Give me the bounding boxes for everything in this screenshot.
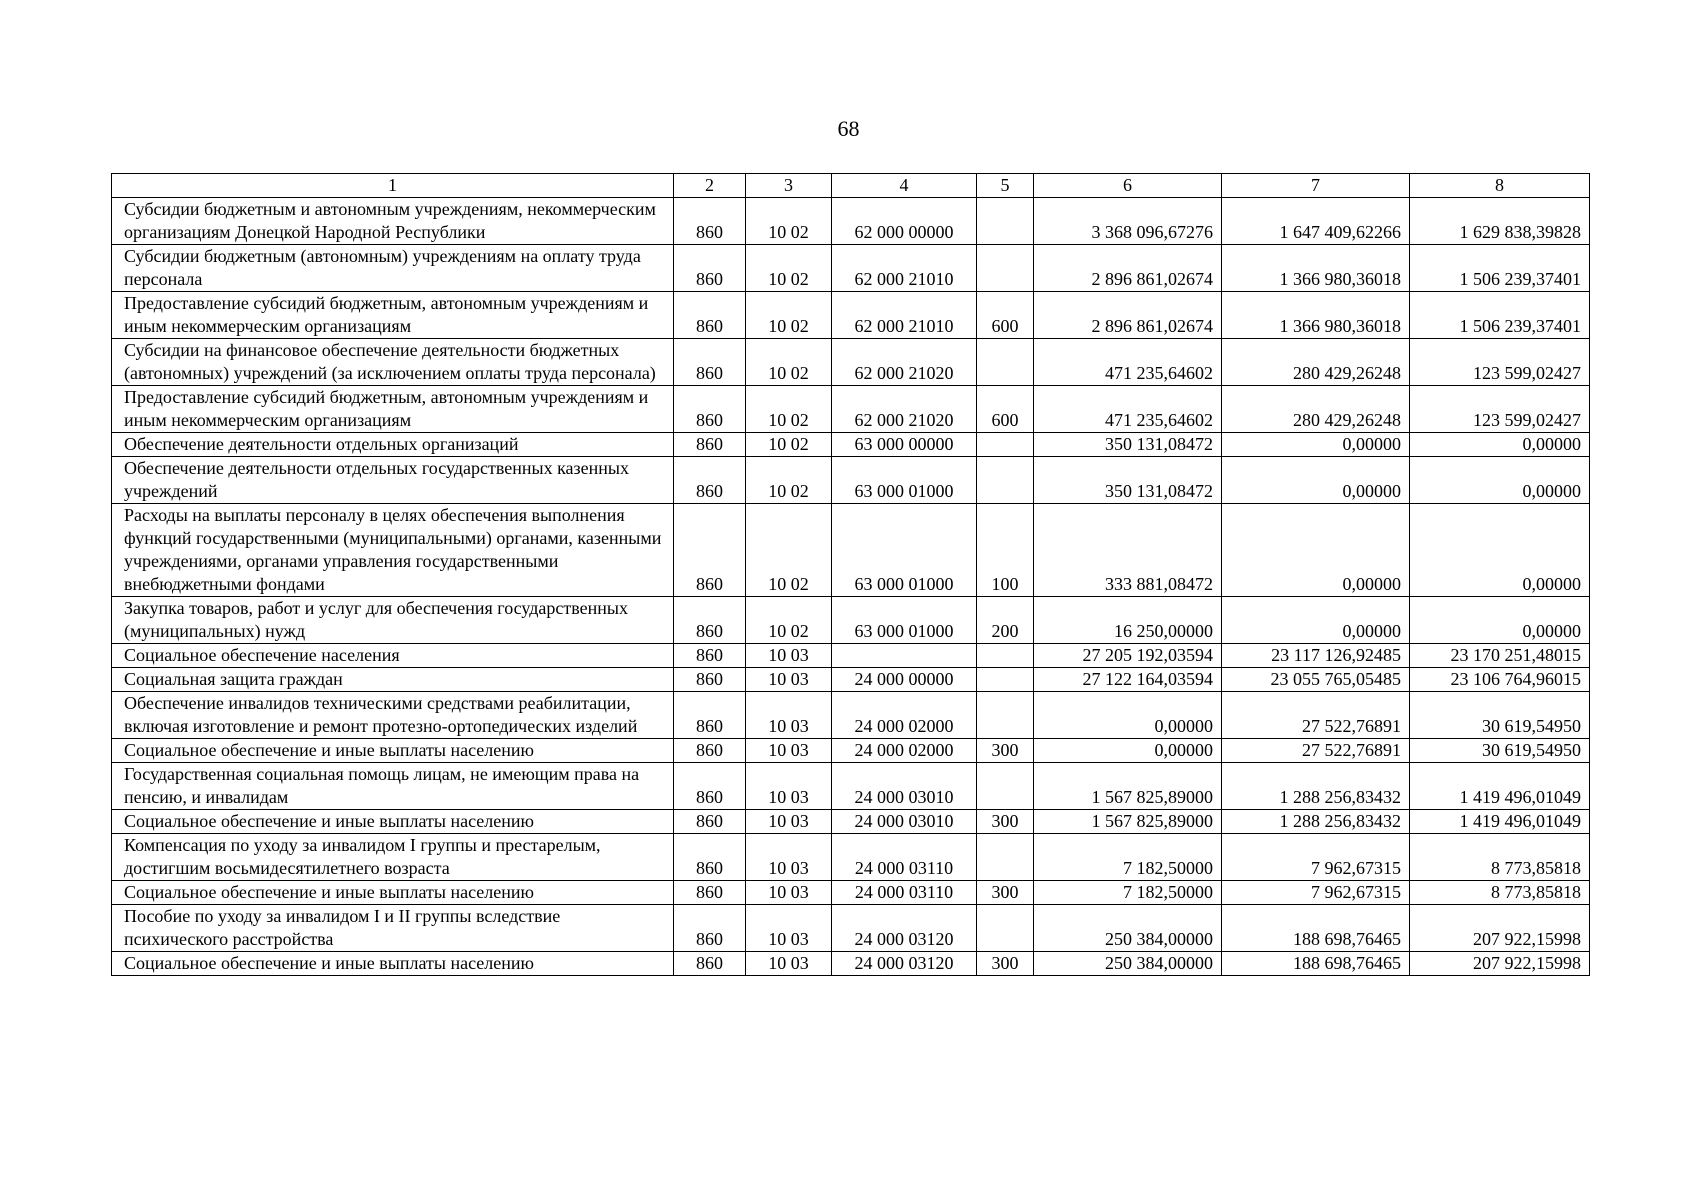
section-code-cell: 10 02 xyxy=(746,433,832,457)
target-article-cell: 63 000 01000 xyxy=(832,457,977,504)
header-cell: 2 xyxy=(674,174,746,198)
header-cell: 5 xyxy=(977,174,1034,198)
amount-col8-cell: 1 629 838,39828 xyxy=(1410,198,1590,245)
amount-col6-cell: 16 250,00000 xyxy=(1034,597,1222,644)
ministry-code-cell: 860 xyxy=(674,433,746,457)
item-name-cell: Расходы на выплаты персоналу в целях обеспечения выполнения функций государственными (муниципальными) органами, казенными учреждениями, органами управления государственными внебюджетными фондами xyxy=(112,504,674,597)
header-cell: 8 xyxy=(1410,174,1590,198)
expense-type-cell: 600 xyxy=(977,292,1034,339)
amount-col7-cell: 23 055 765,05485 xyxy=(1222,668,1410,692)
expense-type-cell xyxy=(977,198,1034,245)
item-name-cell: Субсидии бюджетным и автономным учреждениям, некоммерческим организациям Донецкой Народной Республики xyxy=(112,198,674,245)
table-row xyxy=(112,905,1590,952)
expense-type-cell: 100 xyxy=(977,504,1034,597)
amount-col8-cell: 8 773,85818 xyxy=(1410,834,1590,881)
amount-col7-cell: 7 962,67315 xyxy=(1222,834,1410,881)
section-code-cell: 10 03 xyxy=(746,692,832,739)
item-name-cell: Субсидии бюджетным (автономным) учреждениям на оплату труда персонала xyxy=(112,245,674,292)
item-name-cell: Субсидии на финансовое обеспечение деятельности бюджетных (автономных) учреждений (за исключением оплаты труда персонала) xyxy=(112,339,674,386)
amount-col7-cell: 1 647 409,62266 xyxy=(1222,198,1410,245)
amount-col6-cell: 3 368 096,67276 xyxy=(1034,198,1222,245)
expense-type-cell: 300 xyxy=(977,881,1034,905)
ministry-code-cell: 860 xyxy=(674,692,746,739)
table-row xyxy=(112,834,1590,881)
ministry-code-cell: 860 xyxy=(674,834,746,881)
amount-col7-cell: 27 522,76891 xyxy=(1222,692,1410,739)
target-article-cell: 24 000 03110 xyxy=(832,834,977,881)
amount-col6-cell: 0,00000 xyxy=(1034,739,1222,763)
amount-col8-cell: 1 419 496,01049 xyxy=(1410,763,1590,810)
amount-col7-cell: 1 366 980,36018 xyxy=(1222,292,1410,339)
item-name-cell: Государственная социальная помощь лицам, не имеющим права на пенсию, и инвалидам xyxy=(112,763,674,810)
ministry-code-cell: 860 xyxy=(674,292,746,339)
section-code-cell: 10 02 xyxy=(746,245,832,292)
expense-type-cell xyxy=(977,457,1034,504)
amount-col6-cell: 350 131,08472 xyxy=(1034,433,1222,457)
item-name-cell: Пособие по уходу за инвалидом I и II группы вследствие психического расстройства xyxy=(112,905,674,952)
target-article-cell: 62 000 21020 xyxy=(832,339,977,386)
ministry-code-cell: 860 xyxy=(674,597,746,644)
section-code-cell: 10 03 xyxy=(746,952,832,976)
expense-type-cell: 300 xyxy=(977,952,1034,976)
ministry-code-cell: 860 xyxy=(674,198,746,245)
table-row xyxy=(112,881,1590,905)
ministry-code-cell: 860 xyxy=(674,739,746,763)
table-row xyxy=(112,668,1590,692)
target-article-cell: 62 000 21020 xyxy=(832,386,977,433)
amount-col6-cell: 250 384,00000 xyxy=(1034,952,1222,976)
amount-col8-cell: 123 599,02427 xyxy=(1410,339,1590,386)
amount-col6-cell: 27 122 164,03594 xyxy=(1034,668,1222,692)
ministry-code-cell: 860 xyxy=(674,881,746,905)
item-name-cell: Обеспечение инвалидов техническими средствами реабилитации, включая изготовление и ремонт протезно-ортопедических изделий xyxy=(112,692,674,739)
amount-col8-cell: 207 922,15998 xyxy=(1410,905,1590,952)
table-row xyxy=(112,763,1590,810)
amount-col7-cell: 0,00000 xyxy=(1222,457,1410,504)
table-header-row xyxy=(112,174,1590,198)
amount-col8-cell: 0,00000 xyxy=(1410,433,1590,457)
amount-col7-cell: 188 698,76465 xyxy=(1222,952,1410,976)
section-code-cell: 10 03 xyxy=(746,810,832,834)
amount-col8-cell: 23 170 251,48015 xyxy=(1410,644,1590,668)
expense-type-cell: 300 xyxy=(977,739,1034,763)
ministry-code-cell: 860 xyxy=(674,504,746,597)
table-row xyxy=(112,386,1590,433)
amount-col6-cell: 1 567 825,89000 xyxy=(1034,810,1222,834)
amount-col8-cell: 0,00000 xyxy=(1410,597,1590,644)
amount-col7-cell: 0,00000 xyxy=(1222,433,1410,457)
target-article-cell: 24 000 03010 xyxy=(832,763,977,810)
target-article-cell: 62 000 21010 xyxy=(832,245,977,292)
table-row xyxy=(112,810,1590,834)
section-code-cell: 10 03 xyxy=(746,668,832,692)
amount-col6-cell: 1 567 825,89000 xyxy=(1034,763,1222,810)
amount-col8-cell: 1 506 239,37401 xyxy=(1410,245,1590,292)
expense-type-cell: 200 xyxy=(977,597,1034,644)
expense-type-cell xyxy=(977,339,1034,386)
header-cell: 1 xyxy=(112,174,674,198)
section-code-cell: 10 02 xyxy=(746,198,832,245)
amount-col6-cell: 350 131,08472 xyxy=(1034,457,1222,504)
table-row xyxy=(112,339,1590,386)
item-name-cell: Социальное обеспечение населения xyxy=(112,644,674,668)
table-row xyxy=(112,597,1590,644)
ministry-code-cell: 860 xyxy=(674,339,746,386)
ministry-code-cell: 860 xyxy=(674,457,746,504)
amount-col6-cell: 2 896 861,02674 xyxy=(1034,245,1222,292)
item-name-cell: Социальное обеспечение и иные выплаты населению xyxy=(112,810,674,834)
ministry-code-cell: 860 xyxy=(674,810,746,834)
section-code-cell: 10 02 xyxy=(746,339,832,386)
item-name-cell: Обеспечение деятельности отдельных государственных казенных учреждений xyxy=(112,457,674,504)
header-cell: 4 xyxy=(832,174,977,198)
item-name-cell: Предоставление субсидий бюджетным, автономным учреждениям и иным некоммерческим организациям xyxy=(112,386,674,433)
section-code-cell: 10 03 xyxy=(746,763,832,810)
amount-col6-cell: 471 235,64602 xyxy=(1034,386,1222,433)
ministry-code-cell: 860 xyxy=(674,245,746,292)
section-code-cell: 10 03 xyxy=(746,881,832,905)
expense-type-cell xyxy=(977,644,1034,668)
table-row xyxy=(112,433,1590,457)
section-code-cell: 10 02 xyxy=(746,292,832,339)
table-row xyxy=(112,644,1590,668)
target-article-cell: 24 000 00000 xyxy=(832,668,977,692)
expense-type-cell xyxy=(977,668,1034,692)
amount-col8-cell: 123 599,02427 xyxy=(1410,386,1590,433)
amount-col6-cell: 0,00000 xyxy=(1034,692,1222,739)
target-article-cell: 63 000 01000 xyxy=(832,597,977,644)
expense-type-cell xyxy=(977,245,1034,292)
amount-col8-cell: 1 419 496,01049 xyxy=(1410,810,1590,834)
amount-col8-cell: 1 506 239,37401 xyxy=(1410,292,1590,339)
amount-col7-cell: 1 366 980,36018 xyxy=(1222,245,1410,292)
table-row xyxy=(112,457,1590,504)
target-article-cell: 24 000 03120 xyxy=(832,952,977,976)
target-article-cell xyxy=(832,644,977,668)
ministry-code-cell: 860 xyxy=(674,386,746,433)
section-code-cell: 10 03 xyxy=(746,834,832,881)
amount-col7-cell: 1 288 256,83432 xyxy=(1222,810,1410,834)
expense-type-cell xyxy=(977,834,1034,881)
section-code-cell: 10 03 xyxy=(746,905,832,952)
expense-type-cell xyxy=(977,905,1034,952)
amount-col7-cell: 0,00000 xyxy=(1222,504,1410,597)
target-article-cell: 63 000 00000 xyxy=(832,433,977,457)
item-name-cell: Обеспечение деятельности отдельных организаций xyxy=(112,433,674,457)
table-row xyxy=(112,198,1590,245)
section-code-cell: 10 02 xyxy=(746,457,832,504)
section-code-cell: 10 02 xyxy=(746,386,832,433)
expense-type-cell xyxy=(977,692,1034,739)
amount-col7-cell: 1 288 256,83432 xyxy=(1222,763,1410,810)
section-code-cell: 10 03 xyxy=(746,644,832,668)
amount-col8-cell: 30 619,54950 xyxy=(1410,739,1590,763)
target-article-cell: 24 000 02000 xyxy=(832,692,977,739)
table-row xyxy=(112,245,1590,292)
target-article-cell: 63 000 01000 xyxy=(832,504,977,597)
item-name-cell: Социальное обеспечение и иные выплаты населению xyxy=(112,952,674,976)
amount-col6-cell: 333 881,08472 xyxy=(1034,504,1222,597)
budget-table xyxy=(111,173,1590,976)
item-name-cell: Закупка товаров, работ и услуг для обеспечения государственных (муниципальных) нужд xyxy=(112,597,674,644)
expense-type-cell xyxy=(977,433,1034,457)
amount-col6-cell: 250 384,00000 xyxy=(1034,905,1222,952)
amount-col7-cell: 280 429,26248 xyxy=(1222,386,1410,433)
header-cell: 7 xyxy=(1222,174,1410,198)
target-article-cell: 24 000 03120 xyxy=(832,905,977,952)
amount-col8-cell: 30 619,54950 xyxy=(1410,692,1590,739)
item-name-cell: Социальная защита граждан xyxy=(112,668,674,692)
header-cell: 6 xyxy=(1034,174,1222,198)
ministry-code-cell: 860 xyxy=(674,952,746,976)
amount-col8-cell: 207 922,15998 xyxy=(1410,952,1590,976)
amount-col7-cell: 7 962,67315 xyxy=(1222,881,1410,905)
amount-col6-cell: 2 896 861,02674 xyxy=(1034,292,1222,339)
amount-col7-cell: 188 698,76465 xyxy=(1222,905,1410,952)
amount-col8-cell: 23 106 764,96015 xyxy=(1410,668,1590,692)
ministry-code-cell: 860 xyxy=(674,763,746,810)
section-code-cell: 10 03 xyxy=(746,739,832,763)
amount-col7-cell: 23 117 126,92485 xyxy=(1222,644,1410,668)
table-row xyxy=(112,952,1590,976)
table-row xyxy=(112,739,1590,763)
amount-col8-cell: 8 773,85818 xyxy=(1410,881,1590,905)
ministry-code-cell: 860 xyxy=(674,668,746,692)
amount-col6-cell: 27 205 192,03594 xyxy=(1034,644,1222,668)
table-row xyxy=(112,292,1590,339)
table-row xyxy=(112,692,1590,739)
expense-type-cell: 300 xyxy=(977,810,1034,834)
item-name-cell: Социальное обеспечение и иные выплаты населению xyxy=(112,739,674,763)
page-number: 68 xyxy=(837,116,860,141)
amount-col6-cell: 7 182,50000 xyxy=(1034,834,1222,881)
expense-type-cell xyxy=(977,763,1034,810)
section-code-cell: 10 02 xyxy=(746,504,832,597)
item-name-cell: Компенсация по уходу за инвалидом I группы и престарелым, достигшим восьмидесятилетнего возраста xyxy=(112,834,674,881)
header-cell: 3 xyxy=(746,174,832,198)
expense-type-cell: 600 xyxy=(977,386,1034,433)
target-article-cell: 62 000 21010 xyxy=(832,292,977,339)
section-code-cell: 10 02 xyxy=(746,597,832,644)
table-row xyxy=(112,504,1590,597)
target-article-cell: 62 000 00000 xyxy=(832,198,977,245)
amount-col6-cell: 7 182,50000 xyxy=(1034,881,1222,905)
amount-col8-cell: 0,00000 xyxy=(1410,457,1590,504)
amount-col7-cell: 280 429,26248 xyxy=(1222,339,1410,386)
target-article-cell: 24 000 03110 xyxy=(832,881,977,905)
item-name-cell: Социальное обеспечение и иные выплаты населению xyxy=(112,881,674,905)
ministry-code-cell: 860 xyxy=(674,905,746,952)
amount-col6-cell: 471 235,64602 xyxy=(1034,339,1222,386)
amount-col8-cell: 0,00000 xyxy=(1410,504,1590,597)
ministry-code-cell: 860 xyxy=(674,644,746,668)
target-article-cell: 24 000 02000 xyxy=(832,739,977,763)
item-name-cell: Предоставление субсидий бюджетным, автономным учреждениям и иным некоммерческим организациям xyxy=(112,292,674,339)
amount-col7-cell: 27 522,76891 xyxy=(1222,739,1410,763)
target-article-cell: 24 000 03010 xyxy=(832,810,977,834)
amount-col7-cell: 0,00000 xyxy=(1222,597,1410,644)
